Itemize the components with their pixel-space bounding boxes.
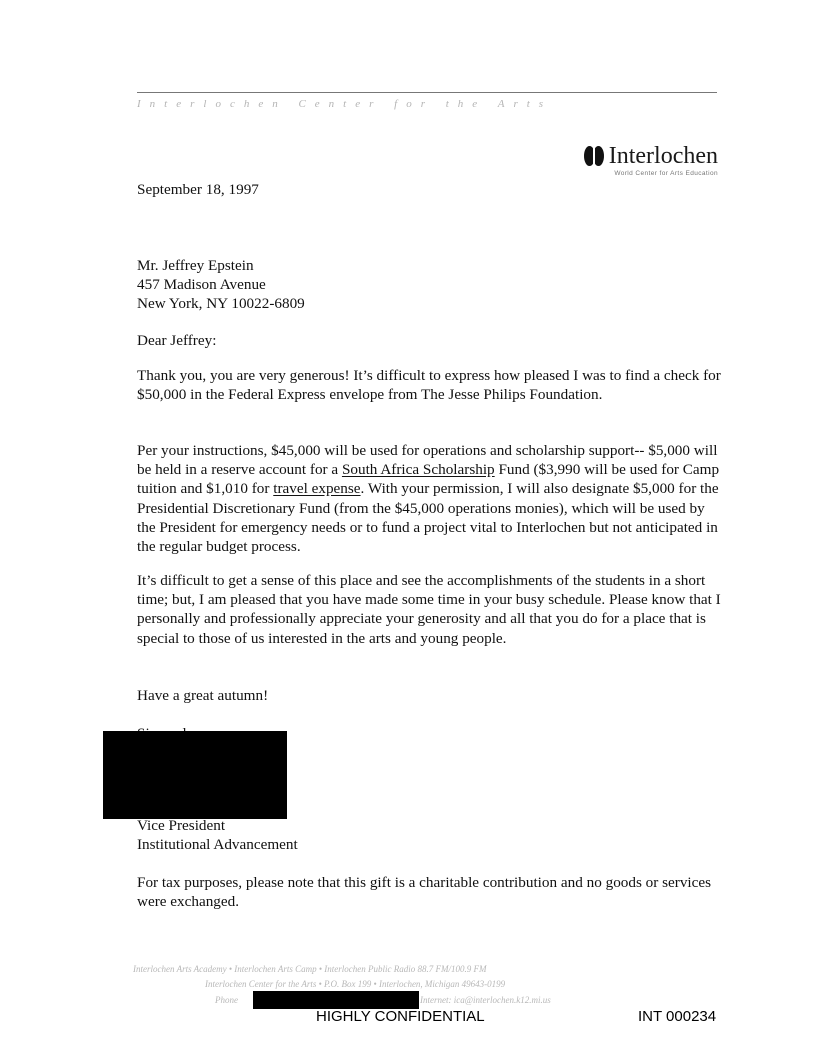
tax-note	[137, 873, 722, 911]
recipient-address	[137, 256, 722, 314]
underlined-travel: travel expense	[273, 480, 361, 498]
recipient-name: Mr. Jeffrey Epstein	[137, 257, 254, 274]
letter-date: September 18, 1997	[137, 181, 259, 198]
paragraph-1-text: Thank you, you are very generous! It’s difficult to express how pleased I was to find a check for $50,000 in the Federal Express envelope from The Jesse Philips Foundation.	[137, 367, 721, 404]
phone-redaction	[253, 991, 419, 1009]
letterhead-title: Interlochen Center for the Arts	[137, 98, 553, 110]
salutation: Dear Jeffrey:	[137, 332, 217, 349]
logo-name: Interlochen	[608, 143, 718, 169]
interlochen-mark-icon	[583, 145, 605, 167]
paragraph-2-part-3: . With your permission, I will also designate $5,000 for the Presidential Discretionary Fund (from the $45,000 operations monies), which will be used by the President for emergency needs or to fund a project vital to Interlochen but not anticipated in the regular budget process.	[137, 480, 719, 556]
underlined-scholarship: South Africa Scholarship	[341, 461, 495, 479]
confidential-stamp: HIGHLY CONFIDENTIAL	[316, 1008, 485, 1025]
footer-phone-label: Phone	[215, 995, 238, 1005]
footer-line-1: Interlochen Arts Academy • Interlochen Arts Camp • Interlochen Public Radio 88.7 FM/100.9 FM	[133, 964, 487, 974]
interlochen-logo	[566, 142, 718, 177]
paragraph-3	[137, 571, 722, 648]
recipient-street: 457 Madison Avenue	[137, 276, 266, 294]
signer-department: Institutional Advancement	[137, 836, 298, 853]
tax-note-text: For tax purposes, please note that this gift is a charitable contribution and no goods or services were exchanged.	[137, 874, 712, 911]
bates-number: INT 000234	[638, 1008, 717, 1025]
closing-line: Have a great autumn!	[137, 687, 269, 704]
signer-title: Vice President	[137, 817, 226, 834]
footer-line-2: Interlochen Center for the Arts • P.O. Box 199 • Interlochen, Michigan 49643-0199	[205, 979, 506, 989]
paragraph-1	[137, 366, 722, 404]
paragraph-2-part-2: Fund ($3,990 will be used for Camp tuition and $1,010 for	[137, 461, 720, 498]
logo-tagline: World Center for Arts Education	[614, 170, 718, 177]
footer-email: Internet: ica@interlochen.k12.mi.us	[420, 995, 551, 1005]
paragraph-2-part-1: Per your instructions, $45,000 will be used for operations and scholarship support-- $5,000 will be held in a reserve account for a	[137, 442, 718, 479]
recipient-city: New York, NY 10022-6809	[137, 295, 305, 313]
paragraph-2	[137, 441, 722, 556]
signature-redaction	[103, 731, 287, 819]
letterhead-rule	[137, 92, 717, 93]
paragraph-3-text: It’s difficult to get a sense of this place and see the accomplishments of the students in a short time; but, I am pleased that you have made some time in your busy schedule. Please know that I personally and professionally appreciate your generosity and all that you do for a place that is special to those of us interested in the arts and young people.	[137, 572, 721, 647]
